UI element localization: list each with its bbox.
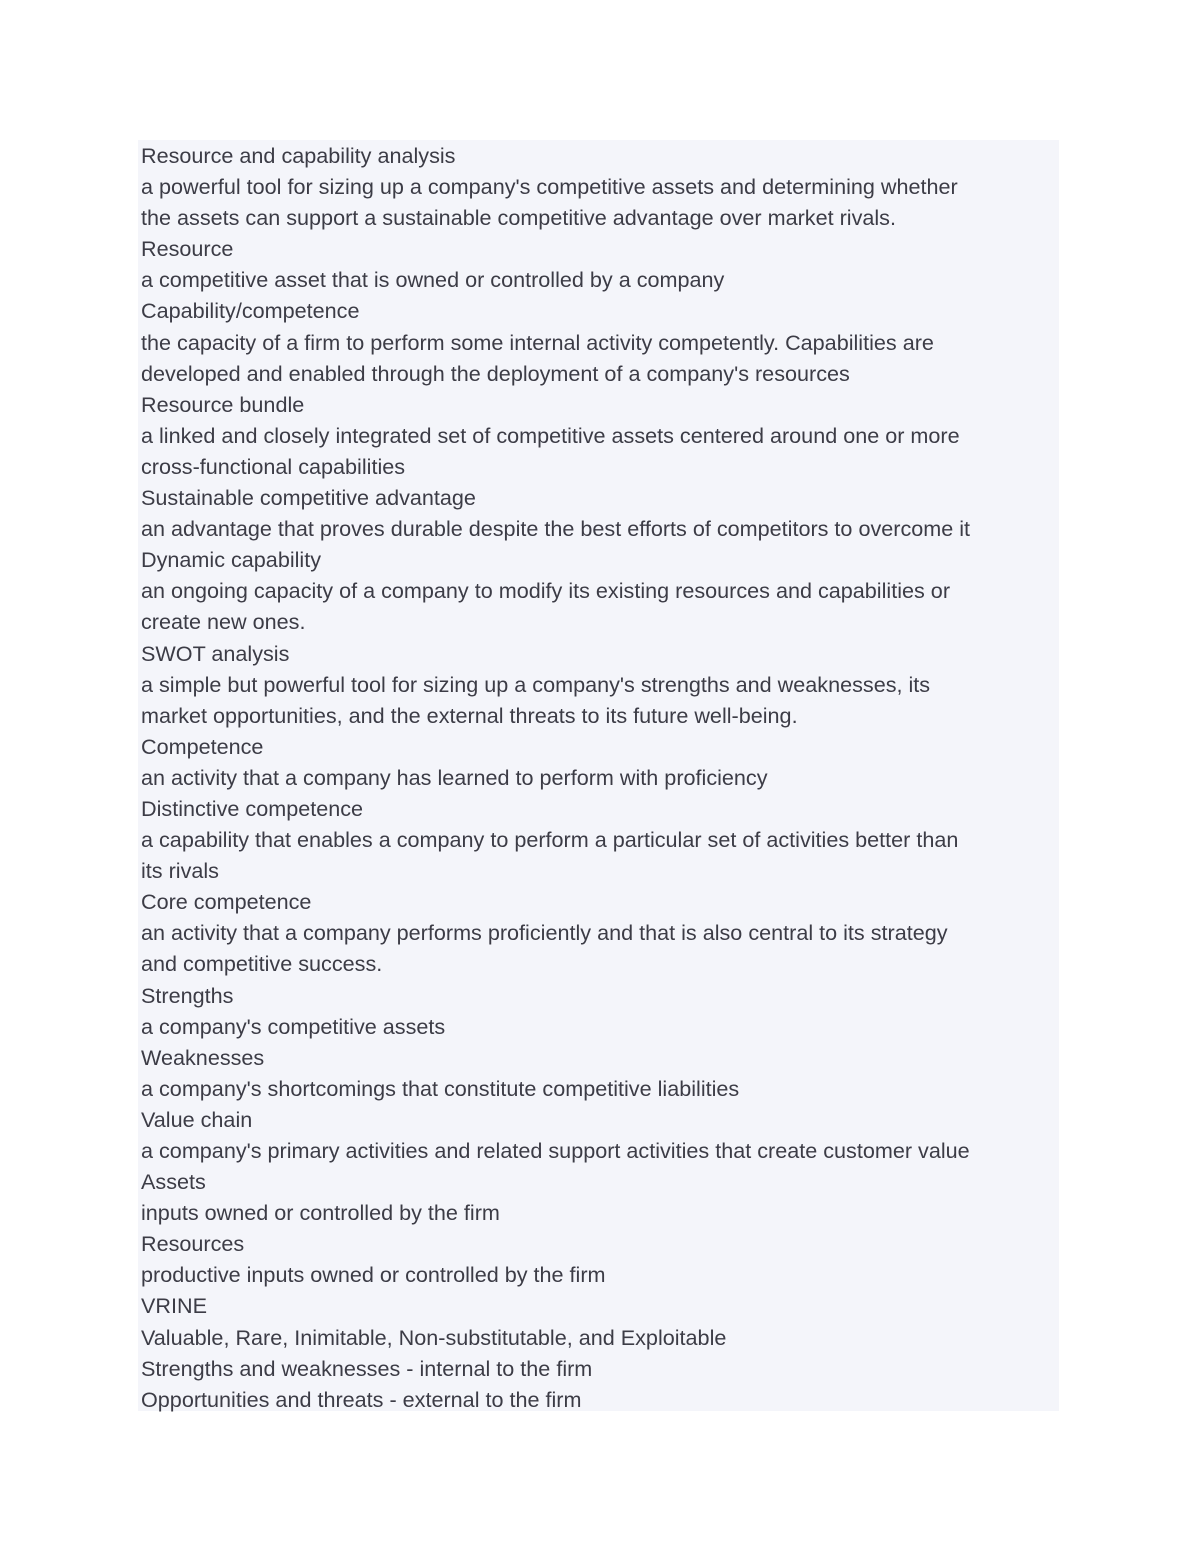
term-line: VRINE <box>141 1293 207 1319</box>
definition-line: a company's shortcomings that constitute competitive liabilities <box>141 1075 740 1101</box>
definition-line: the assets can support a sustainable competitive advantage over market rivals. <box>141 205 896 231</box>
term-line: Resource <box>141 236 234 262</box>
definition-line: and competitive success. <box>141 951 383 977</box>
definition-line: its rivals <box>141 858 219 884</box>
term-line: Strengths <box>141 982 234 1008</box>
definition-line: a simple but powerful tool for sizing up a company's strengths and weaknesses, its <box>141 671 931 697</box>
term-line: Resource and capability analysis <box>141 143 456 168</box>
term-line: Resources <box>141 1231 245 1257</box>
definition-line: an ongoing capacity of a company to modify its existing resources and capabilities or <box>141 578 951 604</box>
term-line: Core competence <box>141 889 312 915</box>
term-line: Competence <box>141 733 264 759</box>
definition-line: an activity that a company performs proficiently and that is also central to its strategy <box>141 920 948 946</box>
text-block <box>138 140 1059 1411</box>
definition-line: the capacity of a firm to perform some internal activity competently. Capabilities are <box>141 329 934 355</box>
definition-line: market opportunities, and the external threats to its future well-being. <box>141 702 798 728</box>
definition-line: developed and enabled through the deployment of a company's resources <box>141 360 850 386</box>
term-line: Resource bundle <box>141 391 305 417</box>
definition-line: a powerful tool for sizing up a company's competitive assets and determining whether <box>141 174 958 200</box>
term-line: Assets <box>141 1169 206 1195</box>
definition-line: a competitive asset that is owned or controlled by a company <box>141 267 725 293</box>
term-line: Weaknesses <box>141 1044 265 1070</box>
definition-line: inputs owned or controlled by the firm <box>141 1200 500 1226</box>
definition-line: Valuable, Rare, Inimitable, Non-substitutable, and Exploitable <box>141 1324 727 1350</box>
definition-line: a linked and closely integrated set of competitive assets centered around one or more <box>141 422 960 448</box>
term-line: Distinctive competence <box>141 795 364 821</box>
term-line: Sustainable competitive advantage <box>141 485 476 511</box>
definition-line: productive inputs owned or controlled by the firm <box>141 1262 606 1288</box>
definition-line: create new ones. <box>141 609 306 635</box>
note-line: Opportunities and threats - external to the firm <box>141 1386 582 1412</box>
term-line: SWOT analysis <box>141 640 290 666</box>
term-line: Capability/competence <box>141 298 360 324</box>
note-line: Strengths and weaknesses - internal to the firm <box>141 1355 593 1381</box>
definition-line: cross-functional capabilities <box>141 453 406 479</box>
definition-line: a capability that enables a company to perform a particular set of activities better than <box>141 827 959 853</box>
term-line: Value chain <box>141 1106 253 1132</box>
definition-line: an advantage that proves durable despite the best efforts of competitors to overcome it <box>141 516 971 542</box>
definition-line: a company's primary activities and related support activities that create customer value <box>141 1138 970 1163</box>
definition-line: an activity that a company has learned to perform with proficiency <box>141 764 768 790</box>
term-line: Dynamic capability <box>141 547 322 573</box>
definition-line: a company's competitive assets <box>141 1013 446 1039</box>
